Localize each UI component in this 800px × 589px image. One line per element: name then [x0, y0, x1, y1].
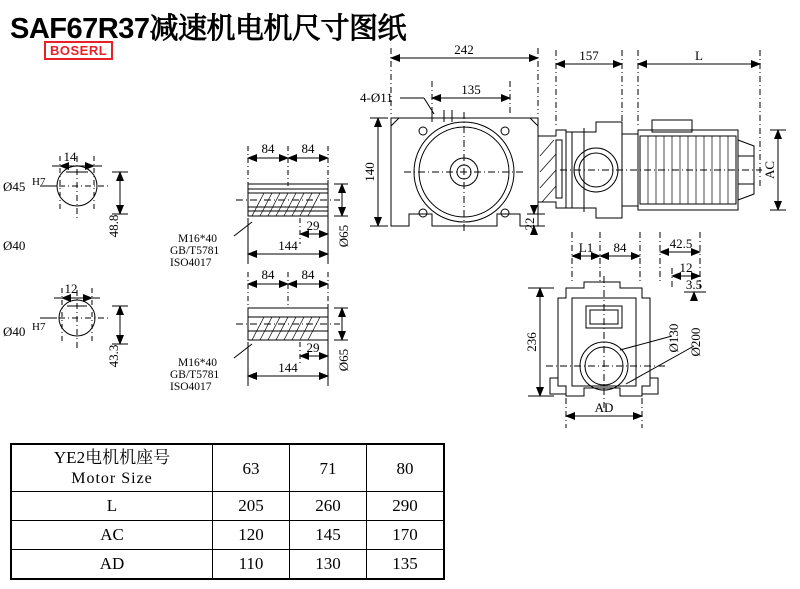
dim-236: 236 [524, 332, 539, 352]
note-bolt1-line3: ISO4017 [170, 257, 212, 269]
table-cell-ac-63: 120 [213, 521, 290, 550]
dim-3-5: 3.5 [685, 277, 703, 292]
dim-shaft1-dia-sup: H7 [32, 176, 46, 188]
table-header-size-63: 63 [213, 444, 290, 492]
note-bolt2-line2: GB/T5781 [170, 369, 220, 381]
dim-hole-note: 4-Ø11 [360, 90, 393, 105]
table-row-label-ad: AD [11, 550, 213, 580]
table-header-label-en: Motor Size [71, 470, 153, 487]
dim-h1-84b: 84 [301, 141, 315, 156]
table-row [11, 550, 444, 580]
table-cell-ad-71: 130 [290, 550, 367, 580]
note-bolt1-line1: M16*40 [178, 233, 217, 245]
table-header-label [11, 444, 213, 492]
table-row [11, 492, 444, 521]
page-title: SAF67R37减速机电机尺寸图纸 [10, 13, 406, 45]
technical-drawing [0, 36, 800, 436]
gearbox-front-view [370, 48, 566, 234]
dim-42-5: 42.5 [669, 236, 693, 251]
dim-h1-84a: 84 [261, 141, 275, 156]
table-row-label-ac: AC [11, 521, 213, 550]
table-header-label-cn: YE2电机机座号 [53, 448, 171, 467]
dim-shaft2-height: 43.3 [106, 344, 121, 368]
dim-d200: Ø200 [688, 327, 703, 357]
brand-logo: BOSERL [44, 41, 113, 60]
note-bolt2-line1: M16*40 [178, 357, 217, 369]
dim-left-height: 140 [362, 162, 377, 182]
dim-motor-length: L [695, 48, 703, 63]
table-header-size-71: 71 [290, 444, 367, 492]
table-header-size-80: 80 [367, 444, 445, 492]
dim-ad: AD [594, 400, 614, 415]
table-cell-ac-71: 145 [290, 521, 367, 550]
shaft-end-view-2 [40, 288, 128, 348]
dim-shaft2-dia: Ø40 [3, 324, 26, 339]
dim-shaft1-dia: Ø45 [3, 179, 26, 194]
dim-top-inner: 135 [461, 82, 481, 97]
table-cell-l-63: 205 [213, 492, 290, 521]
shaft-end-view-1 [40, 154, 128, 222]
motor-side-view [556, 50, 786, 218]
dim-top-overall: 242 [454, 42, 474, 57]
table-cell-l-71: 260 [290, 492, 367, 521]
dim-h2-84a: 84 [261, 267, 275, 282]
table-row-label-l: L [11, 492, 213, 521]
dim-h1-144: 144 [278, 238, 298, 253]
dim-d130: Ø130 [666, 323, 681, 353]
note-bolt2-line3: ISO4017 [170, 381, 212, 393]
dim-shaft1-height: 48.8 [106, 214, 121, 238]
table-cell-ad-80: 135 [367, 550, 445, 580]
table-row [11, 521, 444, 550]
dim-h2-29: 29 [306, 340, 320, 355]
table-cell-l-80: 290 [367, 492, 445, 521]
dim-motor-width: 157 [579, 48, 599, 63]
dim-h2-d65: Ø65 [336, 348, 351, 372]
dim-h1-d65: Ø65 [336, 224, 351, 248]
dim-12: 12 [679, 260, 693, 275]
dim-84-side: 84 [613, 240, 627, 255]
dim-shaft1-d40: Ø40 [3, 238, 26, 253]
dim-motor-ac: AC [762, 160, 777, 180]
table-cell-ad-63: 110 [213, 550, 290, 580]
dimension-labels [3, 42, 777, 415]
dim-l1: L1 [578, 240, 594, 255]
dim-small-gap: 22 [522, 217, 537, 231]
dim-h2-144: 144 [278, 360, 298, 375]
note-bolt1-line2: GB/T5781 [170, 245, 220, 257]
dim-h1-29: 29 [306, 218, 320, 233]
dim-shaft2-dia-sup: H7 [32, 321, 46, 333]
dim-h2-84b: 84 [301, 267, 315, 282]
motor-size-table [10, 443, 445, 580]
table-cell-ac-80: 170 [367, 521, 445, 550]
dim-shaft2-key: 12 [64, 281, 78, 296]
table-row [11, 444, 444, 492]
dim-shaft1-key: 14 [63, 149, 77, 164]
